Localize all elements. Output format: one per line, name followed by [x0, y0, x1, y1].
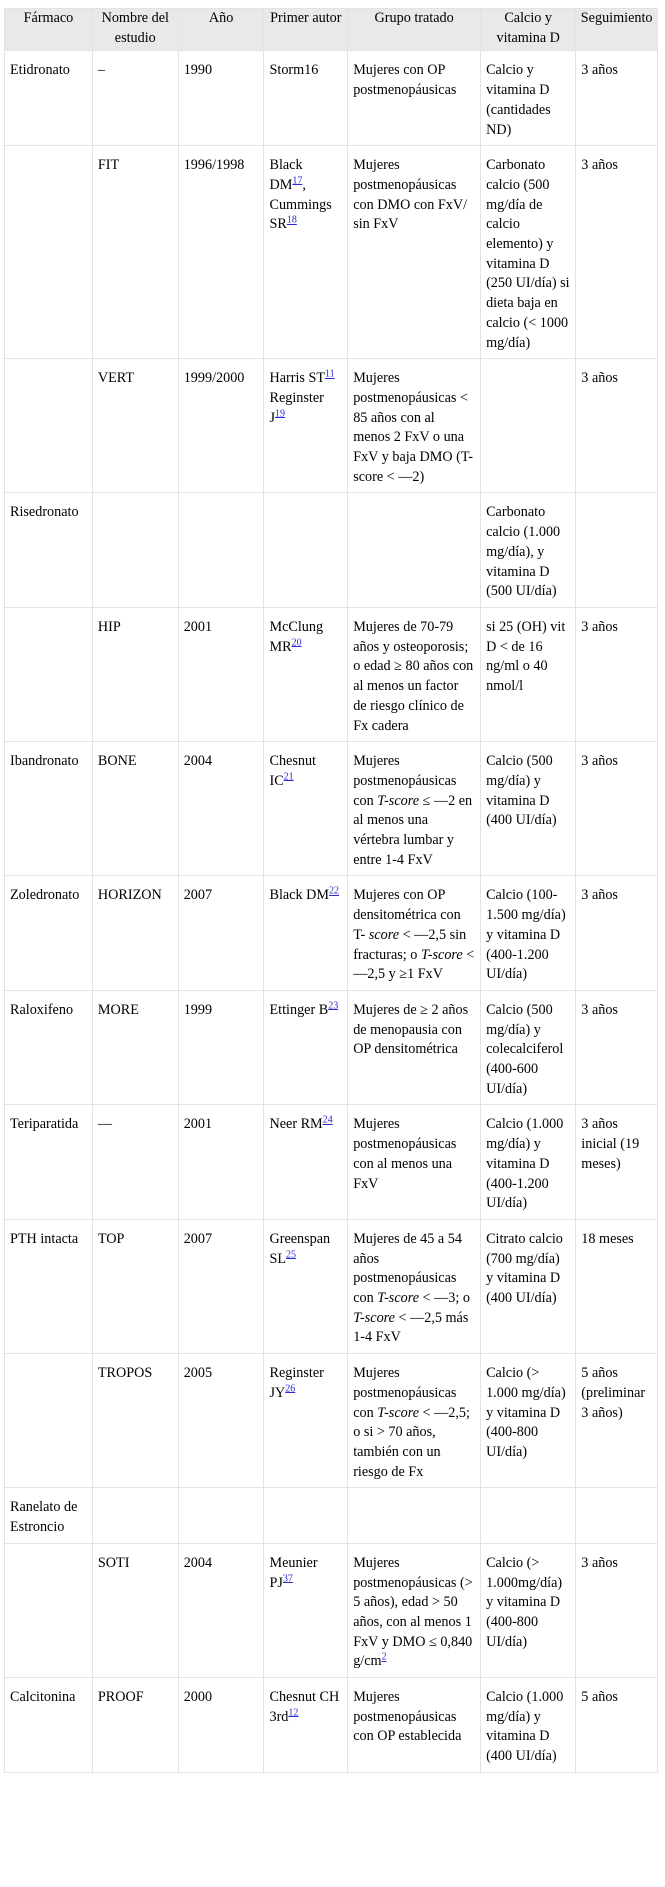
cell-follow-up: 3 años inicial (19 meses) [576, 1105, 658, 1220]
cell-calcium-vitamin-d: Carbonato calcio (500 mg/día de calcio elemento) y vitamina D (250 UI/día) si dieta baja en calcio (< 1000 mg/día) [481, 146, 576, 359]
cell-text: Chesnut CH 3rd [269, 1689, 340, 1725]
cell-year: 2007 [178, 876, 264, 991]
cell-drug: PTH intacta [5, 1219, 93, 1353]
cell-calcium-vitamin-d [481, 359, 576, 493]
cell-year: 2001 [178, 607, 264, 741]
cell-drug: Etidronato [5, 51, 93, 146]
cell-follow-up [576, 493, 658, 608]
reference-superscript [286, 1249, 296, 1260]
cell-text: Mujeres postmenopáusicas (> 5 años), edad > 50 años, con al menos 1 FxV y DMO ≤ 0,840 g/cm [353, 1554, 473, 1670]
cell-drug: Raloxifeno [5, 990, 93, 1105]
reference-link[interactable]: 26 [285, 1383, 296, 1395]
italic-text: score [368, 926, 400, 943]
cell-treated-group [348, 51, 481, 146]
cell-first-author [264, 1354, 348, 1488]
reference-superscript [382, 1652, 387, 1663]
cell-year: 1990 [178, 51, 264, 146]
cell-first-author [264, 1105, 348, 1220]
cell-text: Meunier PJ [269, 1554, 318, 1591]
cell-text: Ettinger B [269, 1001, 329, 1018]
cell-treated-group [348, 359, 481, 493]
reference-link[interactable]: 25 [286, 1248, 297, 1260]
table-row [5, 493, 658, 608]
table-row [5, 876, 658, 991]
header-follow-up: Seguimiento [576, 9, 658, 51]
cell-follow-up: 3 años [576, 51, 658, 146]
cell-study-name: BONE [92, 742, 178, 876]
cell-text: Mujeres postmenopáusicas < 85 años con al menos 2 FxV o una FxV y baja DMO (T-score < —2) [353, 370, 473, 485]
cell-first-author [264, 742, 348, 876]
cell-text: Greenspan SL [269, 1230, 331, 1267]
cell-year: 2004 [178, 1543, 264, 1677]
header-study-name: Nombre del estudio [92, 9, 178, 51]
cell-drug: Calcitonina [5, 1678, 93, 1773]
cell-first-author [264, 1219, 348, 1353]
cell-follow-up: 3 años [576, 876, 658, 991]
cell-drug [5, 146, 93, 359]
header-row [5, 9, 658, 51]
cell-year: 2005 [178, 1354, 264, 1488]
table-row [5, 1354, 658, 1488]
cell-year [178, 1488, 264, 1543]
cell-year: 1996/1998 [178, 146, 264, 359]
cell-study-name: — [92, 1105, 178, 1220]
table-row [5, 1488, 658, 1543]
cell-follow-up: 3 años [576, 742, 658, 876]
cell-study-name: VERT [92, 359, 178, 493]
cell-study-name: – [92, 51, 178, 146]
cell-study-name: MORE [92, 990, 178, 1105]
cell-follow-up: 5 años [576, 1678, 658, 1773]
cell-drug: Zoledronato [5, 876, 93, 991]
cell-treated-group [348, 742, 481, 876]
cell-calcium-vitamin-d: Calcio (500 mg/día) y colecalciferol (400-600 UI/día) [481, 990, 576, 1105]
cell-study-name: HORIZON [92, 876, 178, 991]
cell-calcium-vitamin-d: Calcio (1.000 mg/día) y vitamina D (400 UI/día) [481, 1678, 576, 1773]
table-row [5, 51, 658, 146]
cell-text: Reginster JY [269, 1365, 324, 1401]
cell-treated-group [348, 1354, 481, 1488]
cell-calcium-vitamin-d: Calcio (> 1.000mg/día) y vitamina D (400-800 UI/día) [481, 1543, 576, 1677]
reference-superscript [292, 175, 302, 186]
reference-superscript [275, 408, 285, 419]
header-calcium-vitamin-d: Calcio y vitamina D [481, 9, 576, 51]
cell-drug: Risedronato [5, 493, 93, 608]
cell-treated-group [348, 1219, 481, 1353]
cell-study-name: TOP [92, 1219, 178, 1353]
reference-superscript [287, 215, 297, 226]
cell-calcium-vitamin-d: Carbonato calcio (1.000 mg/día), y vitamina D (500 UI/día) [481, 493, 576, 608]
reference-link[interactable]: 24 [322, 1114, 333, 1126]
header-year: Año [178, 9, 264, 51]
table-body [5, 51, 658, 1772]
cell-first-author [264, 1543, 348, 1677]
cell-text: Black DM [269, 157, 303, 193]
reference-superscript [292, 637, 302, 648]
cell-study-name [92, 493, 178, 608]
italic-text: T-score [420, 946, 463, 963]
reference-link[interactable]: 2 [381, 1651, 387, 1663]
cell-text: Mujeres postmenopáusicas con DMO con FxV/ sin FxV [353, 157, 468, 233]
cell-text: Storm16 [269, 62, 319, 79]
reference-superscript [329, 886, 339, 897]
reference-link[interactable]: 19 [275, 407, 286, 419]
cell-year: 1999/2000 [178, 359, 264, 493]
italic-text: T-score [377, 1290, 419, 1307]
cell-treated-group [348, 1488, 481, 1543]
cell-study-name: SOTI [92, 1543, 178, 1677]
cell-treated-group [348, 1678, 481, 1773]
cell-text: < —2,5 sin fracturas; o [353, 926, 467, 963]
cell-text: Harris ST [269, 370, 326, 387]
table-row [5, 146, 658, 359]
cell-treated-group [348, 1105, 481, 1220]
cell-text: Mujeres postmenopáusicas con OP establecida [353, 1689, 462, 1745]
table-row [5, 742, 658, 876]
cell-year: 1999 [178, 990, 264, 1105]
table-row [5, 359, 658, 493]
cell-follow-up: 3 años [576, 607, 658, 741]
reference-superscript [288, 1707, 298, 1718]
cell-first-author [264, 607, 348, 741]
cell-drug: Teriparatida [5, 1105, 93, 1220]
cell-calcium-vitamin-d: Calcio (1.000 mg/día) y vitamina D (400-1.200 UI/día) [481, 1105, 576, 1220]
cell-calcium-vitamin-d: si 25 (OH) vit D < de 16 ng/ml o 40 nmol/l [481, 607, 576, 741]
cell-year [178, 493, 264, 608]
cell-text: Mujeres postmenopáusicas con [353, 753, 457, 809]
cell-year: 2001 [178, 1105, 264, 1220]
reference-superscript [285, 1383, 295, 1394]
reference-link[interactable]: 23 [328, 1000, 339, 1012]
cell-first-author [264, 1678, 348, 1773]
cell-study-name [92, 1488, 178, 1543]
reference-superscript [284, 771, 294, 782]
cell-text: < —3; o [419, 1290, 470, 1307]
cell-first-author [264, 51, 348, 146]
cell-treated-group [348, 607, 481, 741]
cell-text: McClung MR [269, 618, 324, 655]
table-row [5, 1543, 658, 1677]
cell-year: 2004 [178, 742, 264, 876]
cell-text: Neer RM [269, 1116, 323, 1133]
italic-text: T-score [377, 792, 419, 809]
cell-first-author [264, 146, 348, 359]
cell-text: < —2,5 más 1-4 FxV [353, 1309, 469, 1346]
cell-follow-up: 18 meses [576, 1219, 658, 1353]
reference-superscript [325, 369, 335, 380]
header-first-author: Primer autor [264, 9, 348, 51]
reference-link[interactable]: 21 [283, 771, 294, 783]
cell-drug [5, 607, 93, 741]
cell-first-author [264, 359, 348, 493]
cell-text: Mujeres de 45 a 54 años postmenopáusicas con [353, 1230, 462, 1307]
reference-link[interactable]: 37 [282, 1572, 293, 1584]
cell-text: < —2,5; o si > 70 años, también con un riesgo de Fx [353, 1404, 470, 1480]
cell-text: Mujeres postmenopáusicas con al menos una FxV [353, 1116, 457, 1192]
table-row [5, 1678, 658, 1773]
cell-follow-up: 3 años [576, 146, 658, 359]
osteoporosis-trials-table [4, 8, 658, 1773]
reference-link[interactable]: 17 [292, 175, 303, 187]
cell-follow-up: 5 años (preliminar 3 años) [576, 1354, 658, 1488]
cell-follow-up: 3 años [576, 359, 658, 493]
cell-treated-group [348, 1543, 481, 1677]
cell-calcium-vitamin-d: Calcio (100-1.500 mg/día) y vitamina D (400-1.200 UI/día) [481, 876, 576, 991]
cell-calcium-vitamin-d [481, 1488, 576, 1543]
cell-first-author [264, 493, 348, 608]
reference-link[interactable]: 18 [286, 214, 297, 226]
cell-drug: Ibandronato [5, 742, 93, 876]
cell-calcium-vitamin-d: Citrato calcio (700 mg/día) y vitamina D (400 UI/día) [481, 1219, 576, 1353]
cell-study-name: PROOF [92, 1678, 178, 1773]
reference-link[interactable]: 11 [325, 368, 335, 380]
cell-treated-group [348, 146, 481, 359]
cell-treated-group [348, 990, 481, 1105]
reference-link[interactable]: 20 [291, 636, 302, 648]
cell-follow-up: 3 años [576, 1543, 658, 1677]
header-drug: Fármaco [5, 9, 93, 51]
cell-drug [5, 1543, 93, 1677]
cell-year: 2007 [178, 1219, 264, 1353]
cell-text: Chesnut IC [269, 753, 316, 789]
cell-text: , Cummings SR [269, 176, 332, 233]
cell-study-name: TROPOS [92, 1354, 178, 1488]
cell-text: Mujeres postmenopáusicas con [353, 1365, 457, 1421]
cell-study-name: FIT [92, 146, 178, 359]
cell-drug: Ranelato de Estroncio [5, 1488, 93, 1543]
cell-follow-up [576, 1488, 658, 1543]
cell-study-name: HIP [92, 607, 178, 741]
cell-text: Mujeres con OP densitométrica con T- [353, 887, 461, 943]
cell-text: ≤ —2 en al menos una vértebra lumbar y entre 1-4 FxV [353, 792, 473, 868]
cell-text: Mujeres de ≥ 2 años de menopausia con OP densitométrica [353, 1001, 469, 1058]
italic-text: T-score [353, 1309, 395, 1326]
header-treated-group: Grupo tratado [348, 9, 481, 51]
cell-calcium-vitamin-d: Calcio (500 mg/día) y vitamina D (400 UI/día) [481, 742, 576, 876]
cell-first-author [264, 1488, 348, 1543]
reference-superscript [283, 1573, 293, 1584]
cell-text: Mujeres con OP postmenopáusicas [353, 62, 457, 99]
cell-drug [5, 359, 93, 493]
cell-follow-up: 3 años [576, 990, 658, 1105]
cell-first-author [264, 876, 348, 991]
cell-treated-group [348, 493, 481, 608]
italic-text: T-score [377, 1404, 419, 1421]
reference-superscript [328, 1000, 338, 1011]
table-row [5, 990, 658, 1105]
cell-text: Mujeres de 70-79 años y osteoporosis; o edad ≥ 80 años con al menos un factor de riesgo clínico de Fx cadera [353, 618, 474, 734]
cell-drug [5, 1354, 93, 1488]
table-row [5, 1219, 658, 1353]
table-row [5, 1105, 658, 1220]
reference-link[interactable]: 12 [288, 1707, 299, 1718]
cell-calcium-vitamin-d: Calcio y vitamina D (cantidades ND) [481, 51, 576, 146]
cell-calcium-vitamin-d: Calcio (> 1.000 mg/día) y vitamina D (400-800 UI/día) [481, 1354, 576, 1488]
cell-first-author [264, 990, 348, 1105]
table-row [5, 607, 658, 741]
cell-text: Black DM [269, 887, 329, 904]
reference-link[interactable]: 22 [329, 885, 339, 897]
cell-treated-group [348, 876, 481, 991]
reference-superscript [323, 1115, 333, 1126]
cell-text: Reginster J [269, 389, 324, 426]
cell-year: 2000 [178, 1678, 264, 1773]
cell-text: < —2,5 y ≥1 FxV [353, 946, 475, 983]
